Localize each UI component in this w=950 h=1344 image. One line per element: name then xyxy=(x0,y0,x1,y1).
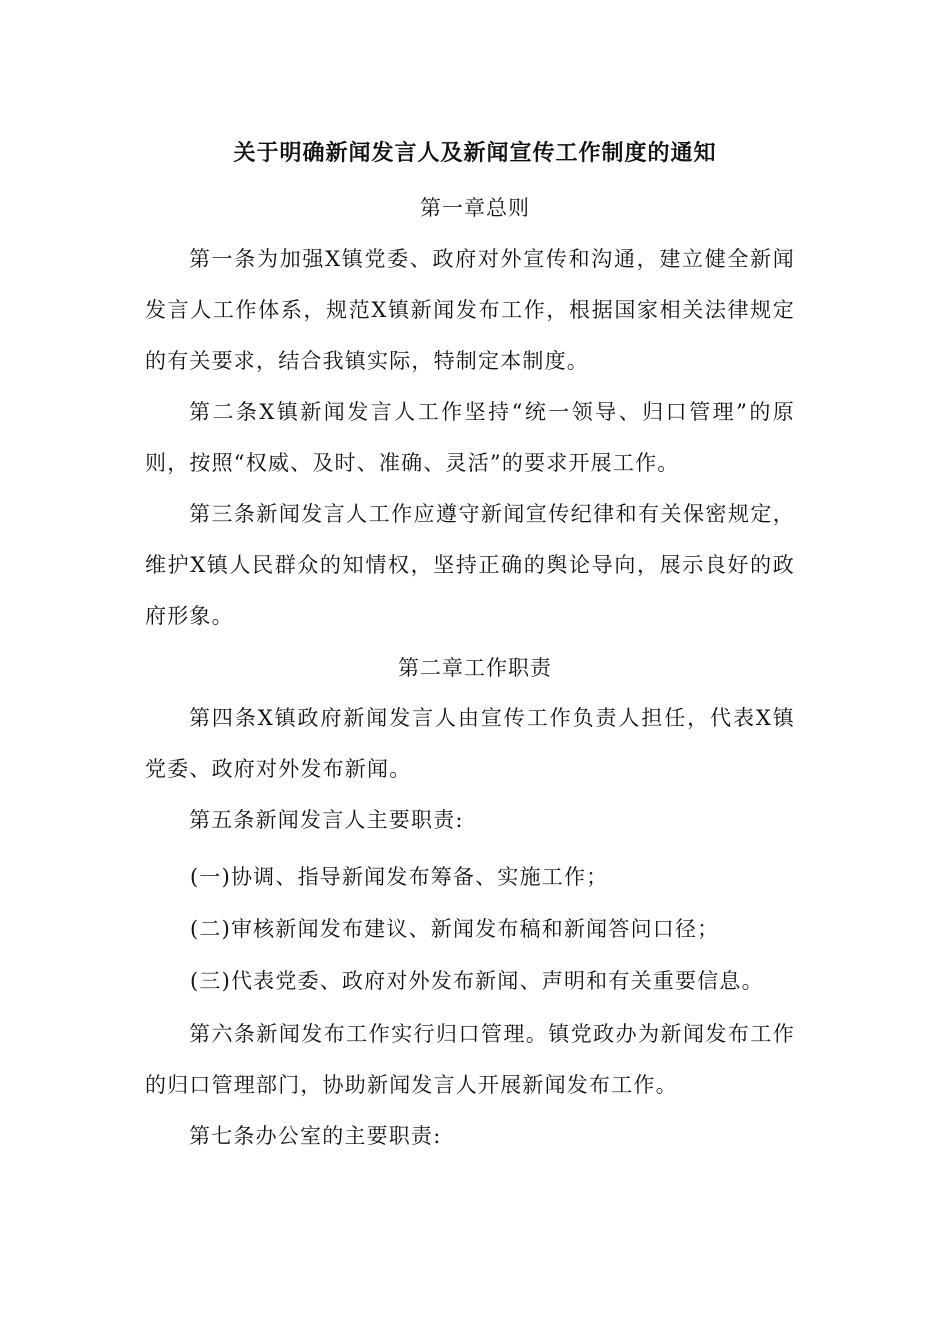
article-6: 第六条新闻发布工作实行归口管理。镇党政办为新闻发布工作的归口管理部门，协助新闻发言人开展新闻发布工作。 xyxy=(145,1022,795,1097)
article-1: 第一条为加强X镇党委、政府对外宣传和沟通，建立健全新闻发言人工作体系，规范X镇新闻发布工作，根据国家相关法律规定的有关要求，结合我镇实际，特制定本制度。 xyxy=(145,247,795,373)
article-5: 第五条新闻发言人主要职责: xyxy=(189,808,464,832)
chapter-heading-2: 第二章工作职责 xyxy=(398,656,552,680)
document-title: 关于明确新闻发言人及新闻宣传工作制度的通知 xyxy=(233,140,717,166)
article-3: 第三条新闻发言人工作应遵守新闻宣传纪律和有关保密规定，维护X镇人民群众的知情权，坚持正确的舆论导向，展示良好的政府形象。 xyxy=(145,502,795,628)
article-5-item-1: (一)协调、指导新闻发布筹备、实施工作； xyxy=(190,865,609,889)
article-7: 第七条办公室的主要职责: xyxy=(189,1124,442,1148)
article-5-item-3: (三)代表党委、政府对外发布新闻、声明和有关重要信息。 xyxy=(190,969,764,993)
article-5-item-2: (二)审核新闻发布建议、新闻发布稿和新闻答问口径； xyxy=(190,917,720,941)
chapter-heading-1: 第一章总则 xyxy=(420,196,530,220)
article-2: 第二条X镇新闻发言人工作坚持“统一领导、归口管理”的原则，按照“权威、及时、准确、灵活”的要求开展工作。 xyxy=(145,400,795,475)
article-4: 第四条X镇政府新闻发言人由宣传工作负责人担任，代表X镇党委、政府对外发布新闻。 xyxy=(145,706,795,781)
